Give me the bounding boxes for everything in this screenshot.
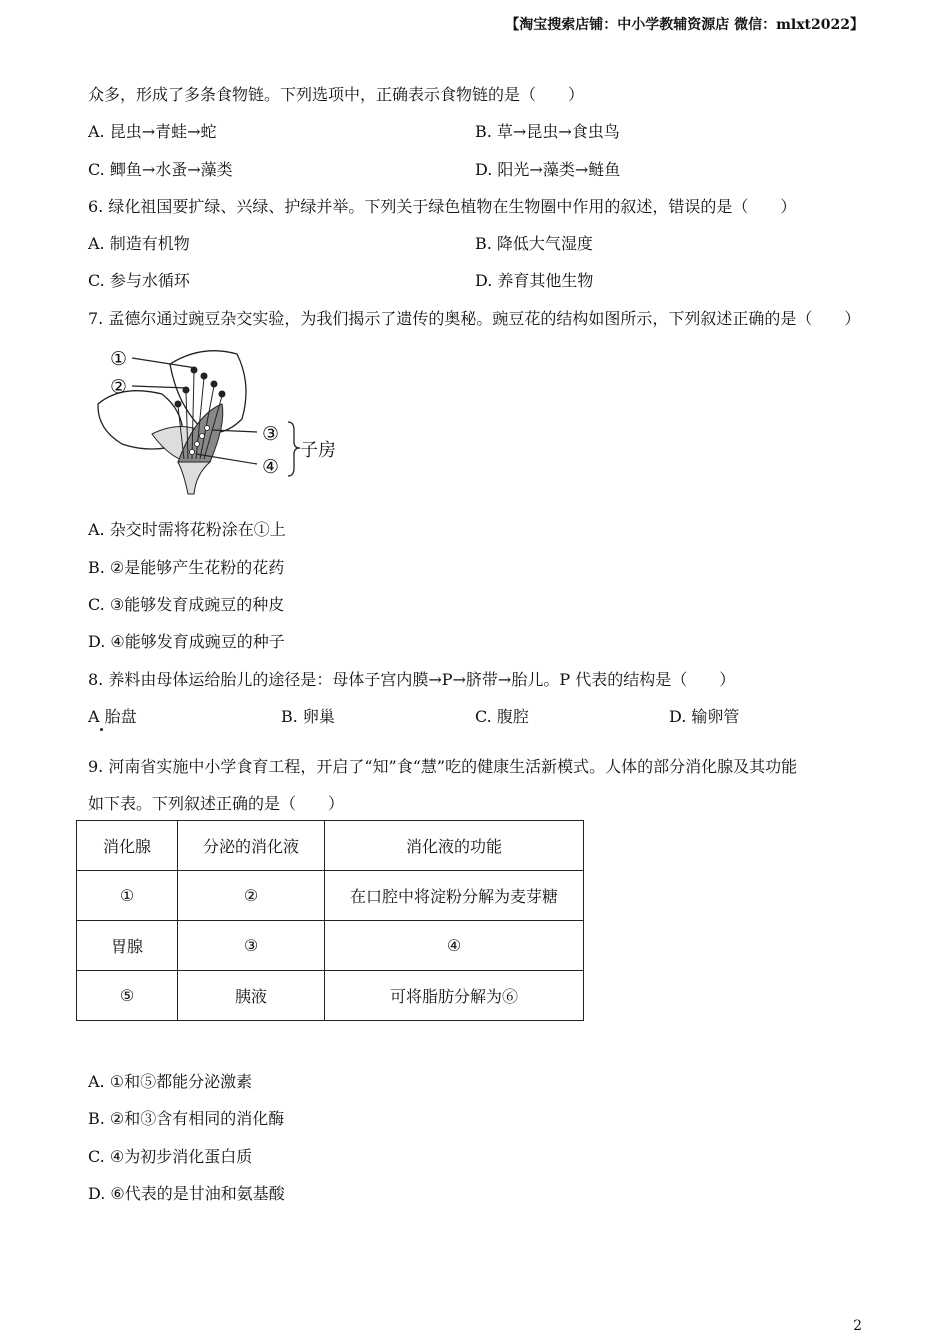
q8-stem: 8. 养料由母体运给胎儿的途径是：母体子宫内膜→P→脐带→胎儿。P 代表的结构是（ ） bbox=[88, 670, 736, 689]
table-cell: 胃腺 bbox=[77, 921, 178, 971]
table-cell: ② bbox=[178, 871, 325, 921]
q8-option-c: C. 腹腔 bbox=[475, 707, 529, 726]
q8-option-a: A 胎盘 bbox=[88, 707, 137, 726]
q6-option-a: A. 制造有机物 bbox=[88, 234, 190, 253]
q9-option-c: C. ④为初步消化蛋白质 bbox=[88, 1147, 253, 1166]
table-cell: ⑤ bbox=[77, 971, 178, 1021]
table-cell: 在口腔中将淀粉分解为麦芽糖 bbox=[325, 871, 584, 921]
pea-flower-diagram bbox=[92, 344, 352, 500]
q7-option-b: B. ②是能够产生花粉的花药 bbox=[88, 558, 285, 577]
table-header-cell: 分泌的消化液 bbox=[178, 821, 325, 871]
label-2: ② bbox=[110, 376, 128, 398]
table-header-row bbox=[77, 821, 584, 871]
q7-option-c: C. ③能够发育成豌豆的种皮 bbox=[88, 595, 285, 614]
label-1: ① bbox=[110, 348, 128, 370]
q5-option-c: C. 鲫鱼→水蚤→藻类 bbox=[88, 160, 233, 179]
table-header-cell: 消化液的功能 bbox=[325, 821, 584, 871]
q5-stem: 众多，形成了多条食物链。下列选项中，正确表示食物链的是（ ） bbox=[88, 85, 585, 104]
q9-option-d: D. ⑥代表的是甘油和氨基酸 bbox=[88, 1184, 285, 1203]
q6-stem: 6. 绿化祖国要扩绿、兴绿、护绿并举。下列关于绿色植物在生物圈中作用的叙述，错误的是（ ） bbox=[88, 197, 797, 216]
q6-option-b: B. 降低大气湿度 bbox=[475, 234, 593, 253]
table-row bbox=[77, 971, 584, 1021]
q9-stem-line2: 如下表。下列叙述正确的是（ ） bbox=[88, 794, 345, 813]
q7-option-a: A. 杂交时需将花粉涂在①上 bbox=[88, 520, 286, 539]
q7-option-d: D. ④能够发育成豌豆的种子 bbox=[88, 632, 285, 651]
q7-stem: 7. 孟德尔通过豌豆杂交实验，为我们揭示了遗传的奥秘。豌豆花的结构如图所示，下列叙述正确的是（ ） bbox=[88, 309, 861, 328]
table-cell: ④ bbox=[325, 921, 584, 971]
page-header: 【淘宝搜索店铺：中小学教辅资源店 微信：mlxt2022】 bbox=[505, 17, 864, 33]
digestive-gland-table bbox=[76, 820, 584, 1021]
q8-option-d: D. 输卵管 bbox=[669, 707, 740, 726]
table-header-cell: 消化腺 bbox=[77, 821, 178, 871]
q5-option-d: D. 阳光→藻类→鲢鱼 bbox=[475, 160, 621, 179]
q6-option-d: D. 养育其他生物 bbox=[475, 271, 594, 290]
ovary-label: 子房 bbox=[300, 440, 336, 461]
q9-option-a: A. ①和⑤都能分泌激素 bbox=[88, 1072, 253, 1091]
table-row bbox=[77, 921, 584, 971]
q5-option-a: A. 昆虫→青蛙→蛇 bbox=[88, 122, 217, 141]
q5-option-b: B. 草→昆虫→食虫鸟 bbox=[475, 122, 620, 141]
table-cell: ③ bbox=[178, 921, 325, 971]
table-row bbox=[77, 871, 584, 921]
page-number: 2 bbox=[853, 1318, 862, 1334]
table-cell: 可将脂肪分解为⑥ bbox=[325, 971, 584, 1021]
q6-option-c: C. 参与水循环 bbox=[88, 271, 190, 290]
q8-option-b: B. 卵巢 bbox=[281, 707, 335, 726]
label-3: ③ bbox=[262, 423, 280, 445]
table-cell: ① bbox=[77, 871, 178, 921]
stray-dot bbox=[100, 728, 103, 731]
q9-stem-line1: 9. 河南省实施中小学食育工程，开启了“知”食“慧”吃的健康生活新模式。人体的部分消化腺及其功能 bbox=[88, 757, 798, 776]
q9-option-b: B. ②和③含有相同的消化酶 bbox=[88, 1109, 285, 1128]
label-4: ④ bbox=[262, 456, 280, 478]
table-cell: 胰液 bbox=[178, 971, 325, 1021]
